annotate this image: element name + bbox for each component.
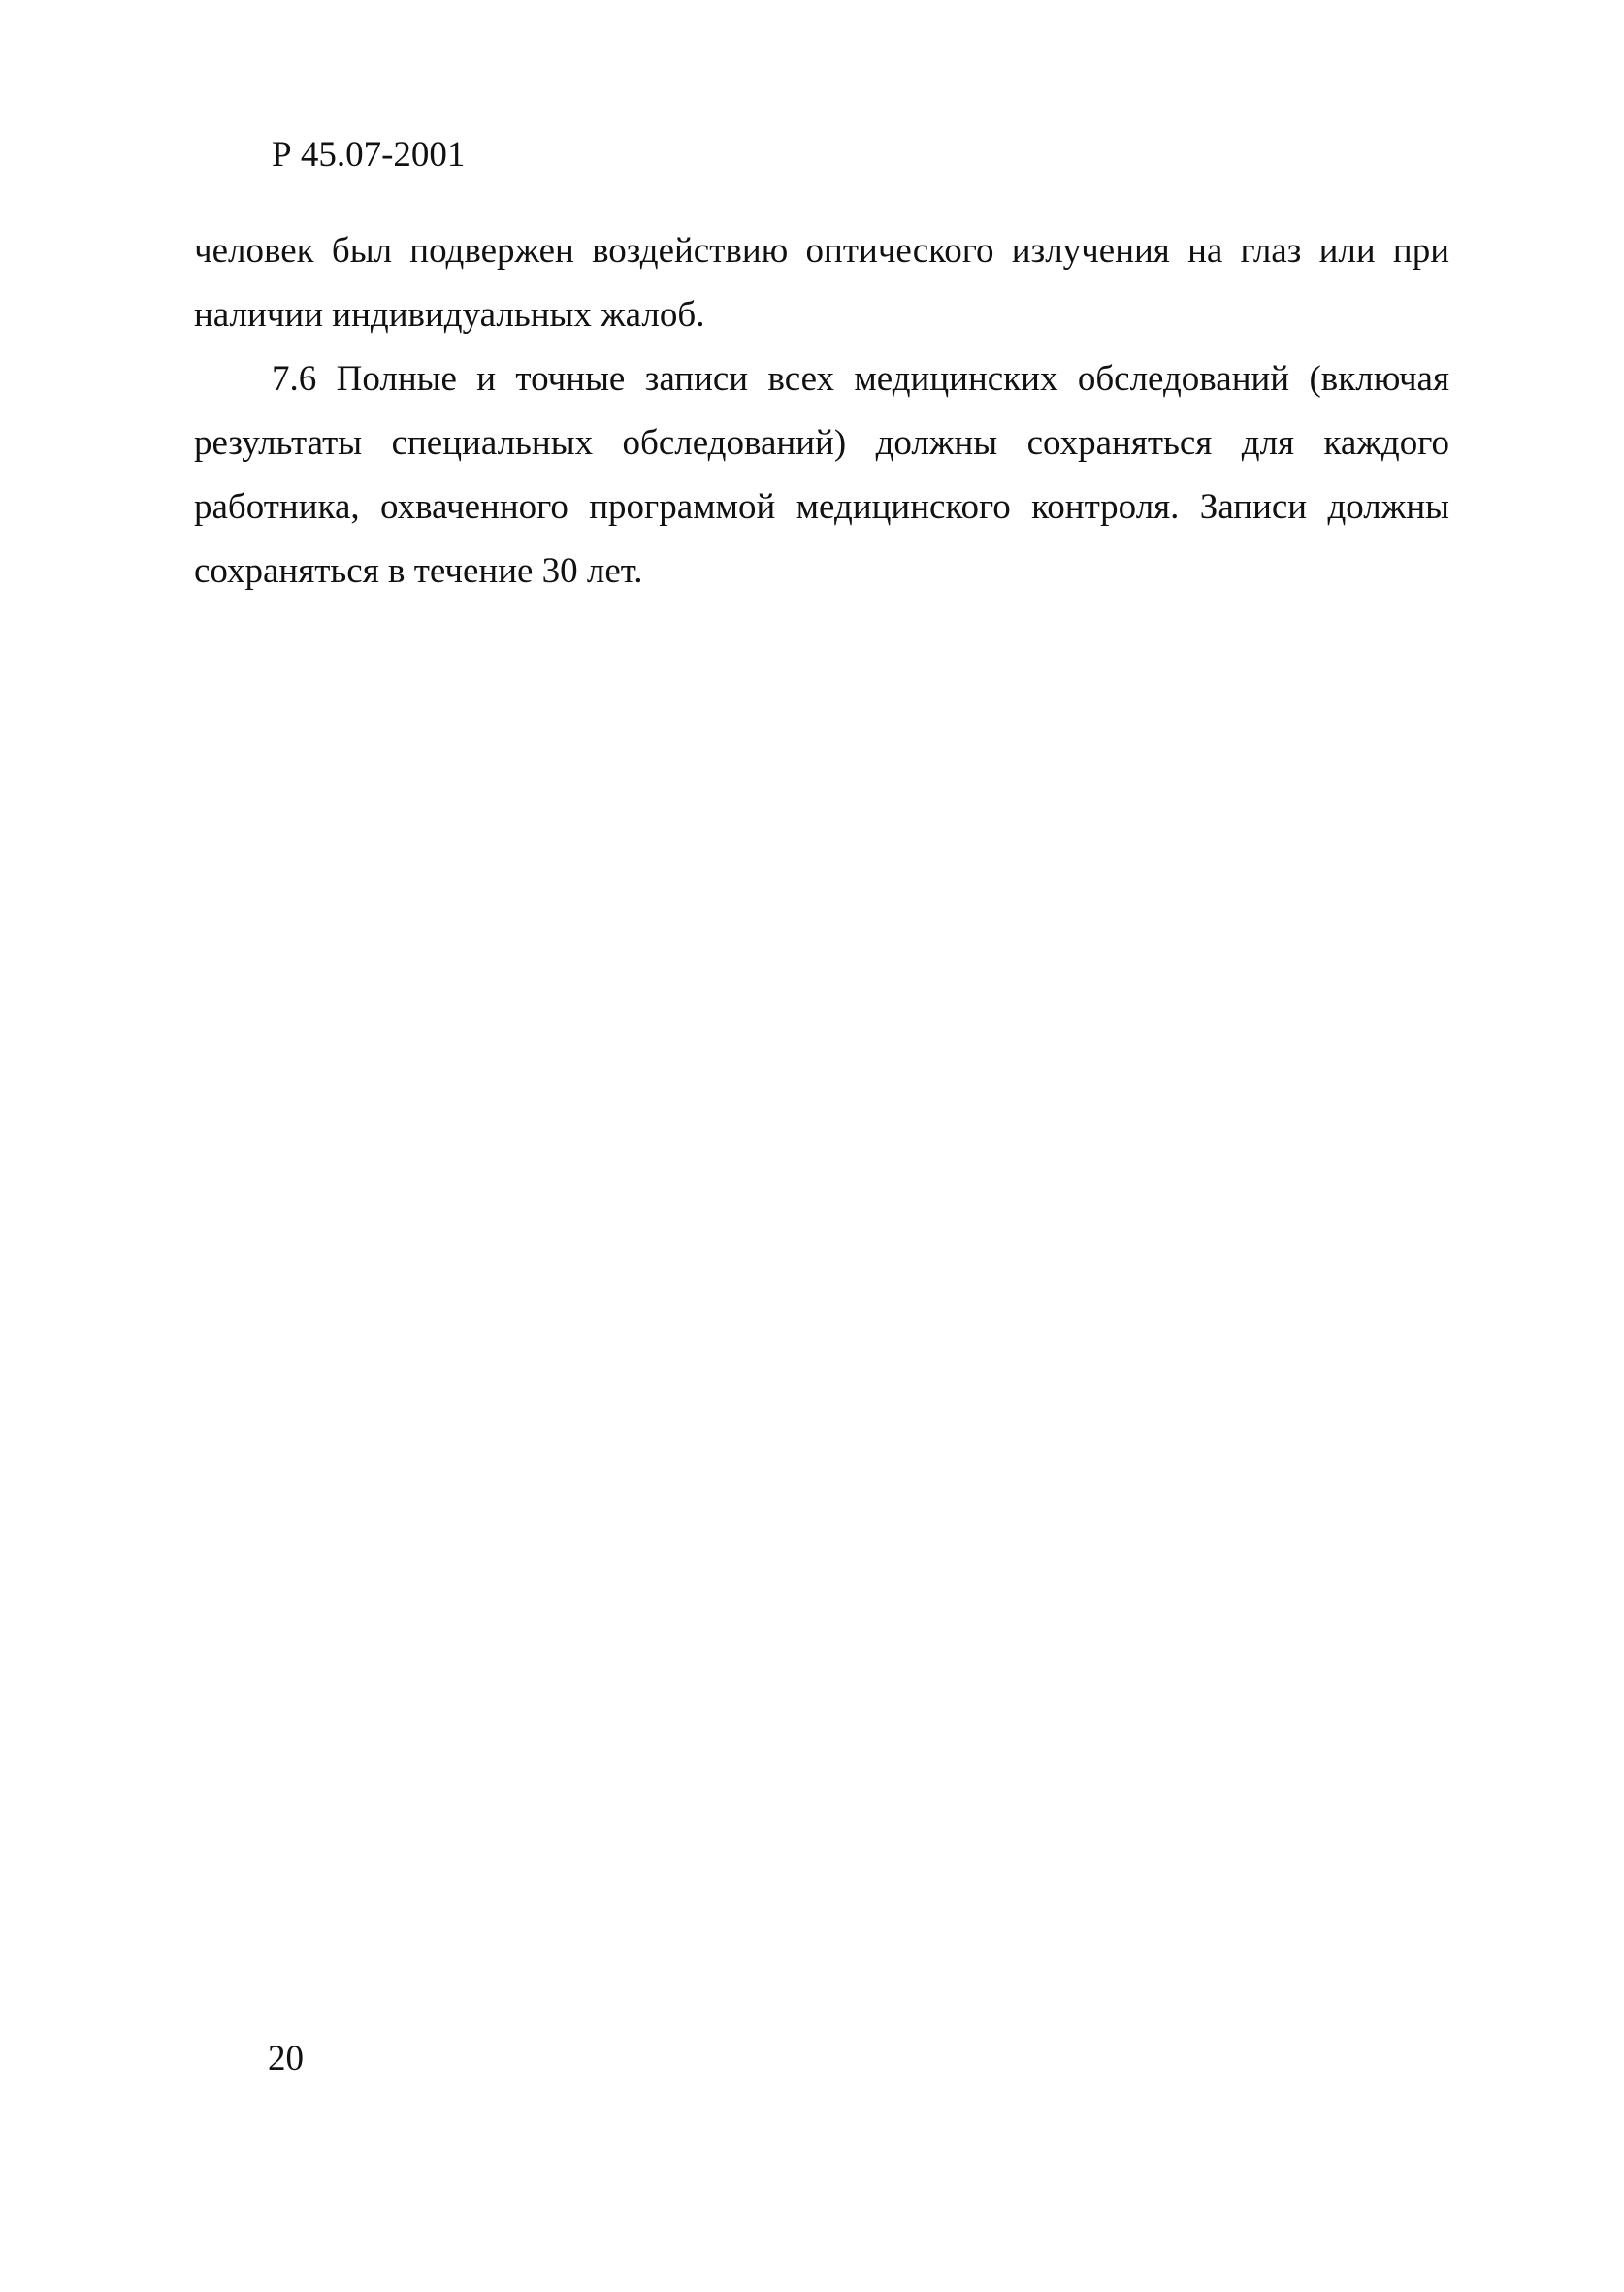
page-number: 20 bbox=[268, 2039, 304, 2079]
paragraph-7-6: 7.6 Полные и точные записи всех медицинских обследований (включая результаты специальных обследований) должны сохраняться для каждого работника, охваченного программой медицинского контроля. Записи должны сохраняться в течение 30 лет. bbox=[194, 359, 1449, 591]
body-text bbox=[194, 219, 1449, 604]
paragraph-continuation: человек был подвержен воздействию оптического излучения на глаз или при наличии индивидуальных жалоб. bbox=[194, 231, 1449, 335]
document-code-header: Р 45.07-2001 bbox=[272, 135, 466, 175]
